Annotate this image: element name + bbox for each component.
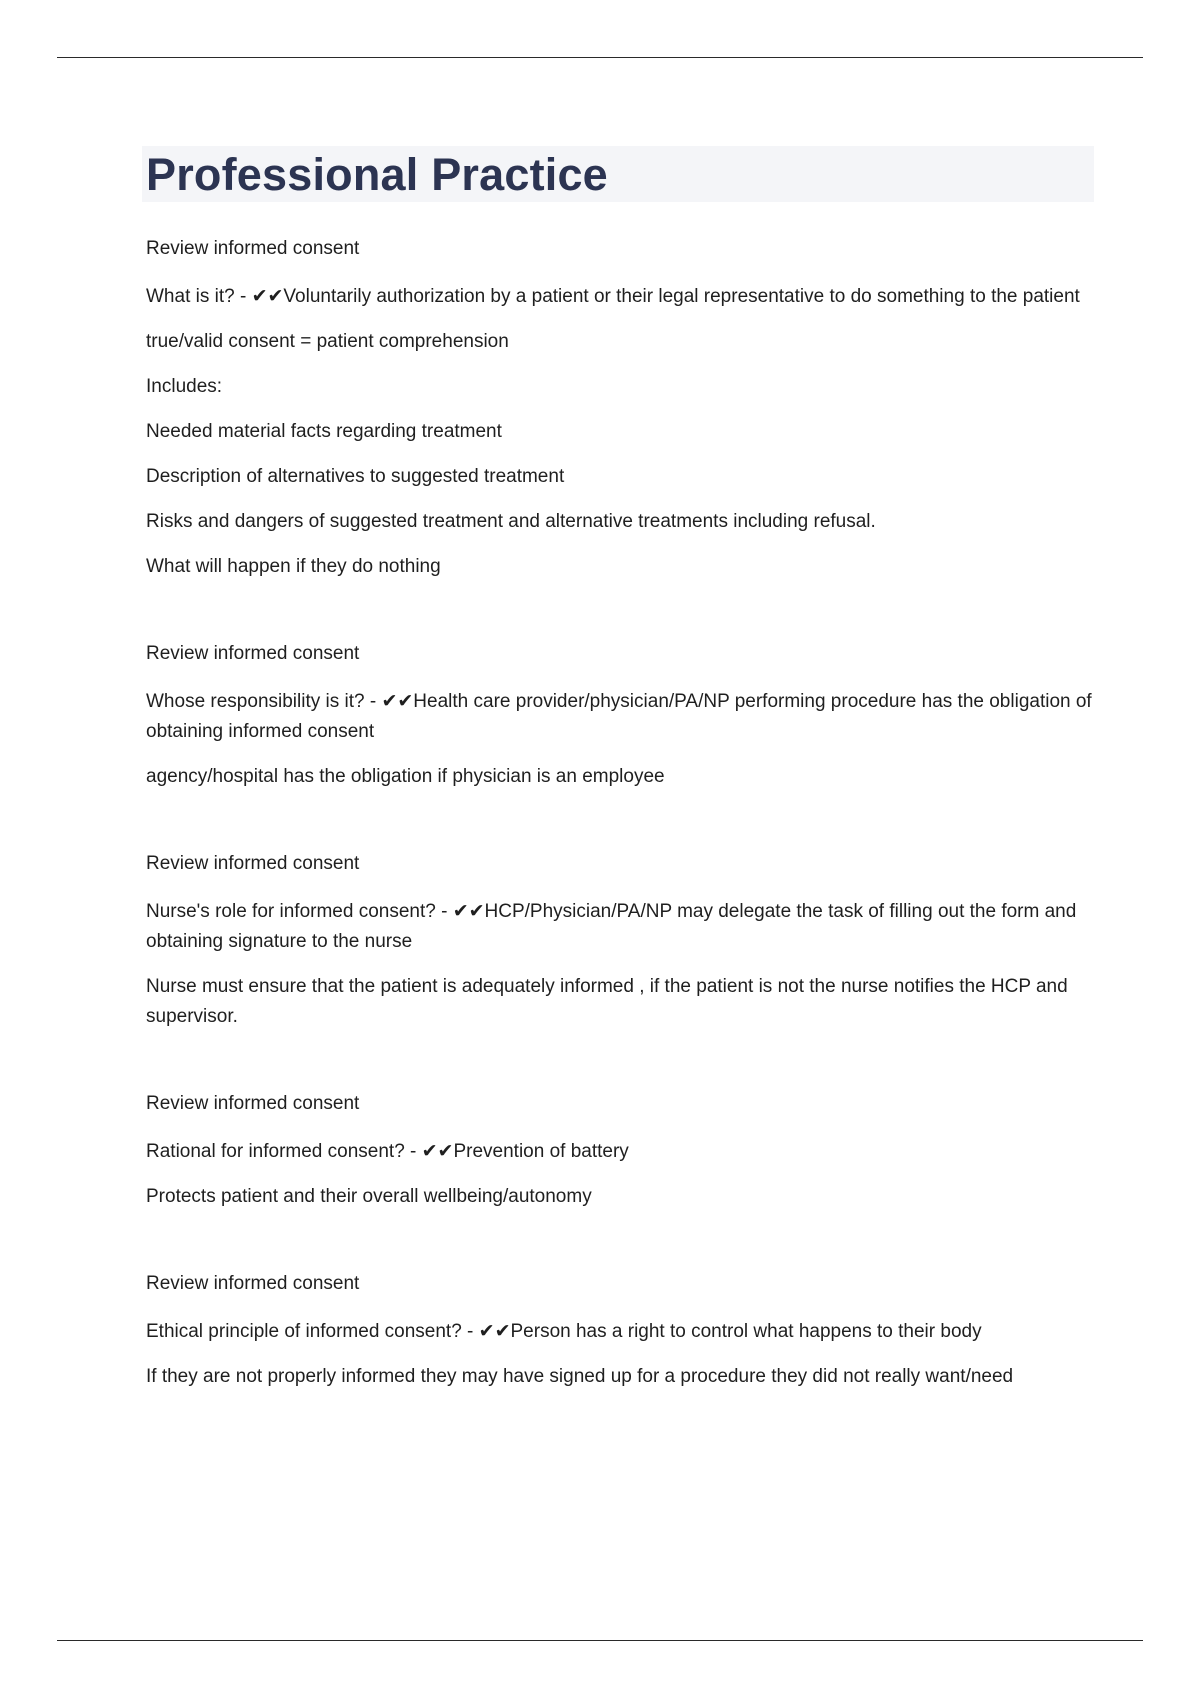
card-line: Nurse must ensure that the patient is adequately informed , if the patient is not the nurse notifies the HCP and supervisor. — [146, 976, 1068, 1027]
card-line: Protects patient and their overall wellbeing/autonomy — [146, 1186, 592, 1207]
card-line: Risks and dangers of suggested treatment and alternative treatments including refusal. — [146, 511, 876, 532]
card-line: agency/hospital has the obligation if physician is an employee — [146, 766, 665, 787]
flashcard-list — [146, 234, 1094, 1392]
card-line: If they are not properly informed they may have signed up for a procedure they did not really want/need — [146, 1366, 1014, 1387]
card-answer: Ethical principle of informed consent? - ✔✔Person has a right to control what happens to their body — [146, 1321, 982, 1342]
flashcard — [146, 1269, 1094, 1392]
bottom-divider — [57, 1640, 1143, 1641]
card-answer: What is it? - ✔✔Voluntarily authorization by a patient or their legal representative to do something to the patient — [146, 286, 1080, 307]
document-body — [146, 146, 1094, 1392]
card-heading: Review informed consent — [146, 1273, 360, 1294]
card-line: What will happen if they do nothing — [146, 556, 441, 577]
card-heading: Review informed consent — [146, 853, 360, 874]
flashcard — [146, 849, 1094, 1032]
card-answer: Rational for informed consent? - ✔✔Prevention of battery — [146, 1141, 629, 1162]
title-banner — [142, 146, 1094, 202]
card-line: Needed material facts regarding treatment — [146, 421, 502, 442]
card-line: Description of alternatives to suggested treatment — [146, 466, 565, 487]
card-answer: Nurse's role for informed consent? - ✔✔HCP/Physician/PA/NP may delegate the task of filling out the form and obtaining signature to the nurse — [146, 901, 1077, 952]
card-answer: Whose responsibility is it? - ✔✔Health care provider/physician/PA/NP performing procedure has the obligation of obtaining informed consent — [146, 691, 1092, 742]
flashcard — [146, 1089, 1094, 1212]
card-line: true/valid consent = patient comprehension — [146, 331, 509, 352]
card-line: Includes: — [146, 376, 223, 397]
flashcard — [146, 234, 1094, 582]
card-heading: Review informed consent — [146, 238, 360, 259]
flashcard — [146, 639, 1094, 792]
top-divider — [57, 57, 1143, 58]
page-title: Professional Practice — [146, 148, 608, 200]
card-heading: Review informed consent — [146, 643, 360, 664]
card-heading: Review informed consent — [146, 1093, 360, 1114]
